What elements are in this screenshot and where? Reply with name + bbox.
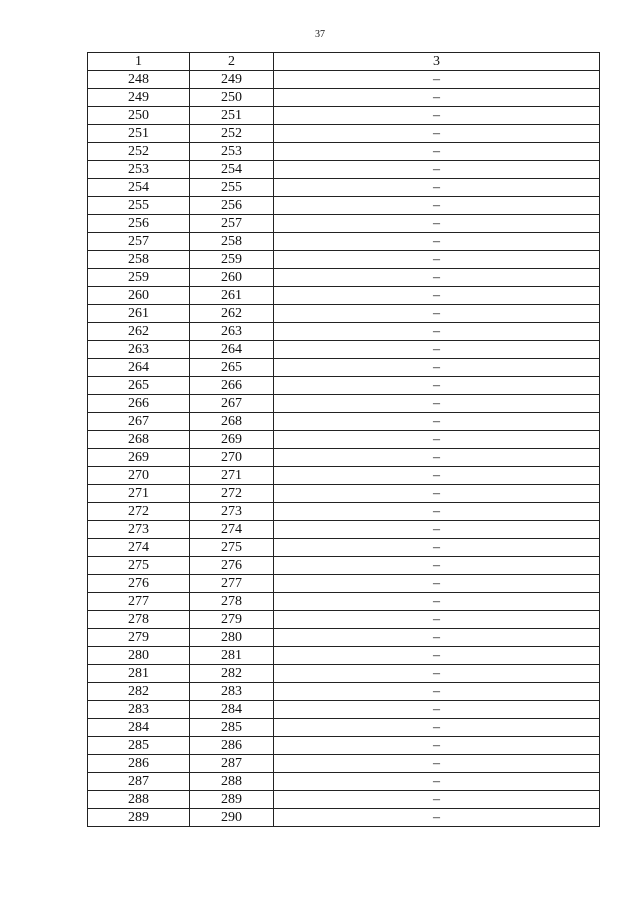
table-cell-col-3: – [274, 449, 600, 467]
table-cell-col-2: 254 [190, 161, 274, 179]
table-cell-col-1: 256 [88, 215, 190, 233]
table-row [88, 791, 600, 809]
table-cell-col-2: 273 [190, 503, 274, 521]
table-cell-col-3: – [274, 521, 600, 539]
table-row [88, 413, 600, 431]
table-cell-col-2: 284 [190, 701, 274, 719]
table-cell-col-3: – [274, 413, 600, 431]
table-cell-col-2: 274 [190, 521, 274, 539]
table-cell-col-3: – [274, 89, 600, 107]
table-row [88, 755, 600, 773]
table-row [88, 449, 600, 467]
table-cell-col-3: – [274, 377, 600, 395]
table-cell-col-1: 260 [88, 287, 190, 305]
table-cell-col-3: – [274, 575, 600, 593]
table-row [88, 557, 600, 575]
table-cell-col-3: – [274, 557, 600, 575]
table-header-row [88, 53, 600, 71]
table-row [88, 143, 600, 161]
table-row [88, 251, 600, 269]
table-cell-col-2: 259 [190, 251, 274, 269]
table-row [88, 647, 600, 665]
table-cell-col-3: – [274, 125, 600, 143]
table-cell-col-2: 275 [190, 539, 274, 557]
table-row [88, 359, 600, 377]
table-cell-col-3: – [274, 629, 600, 647]
table-cell-col-1: 270 [88, 467, 190, 485]
data-table [87, 52, 600, 827]
table-cell-col-3: – [274, 701, 600, 719]
column-header-3: 3 [274, 53, 600, 71]
table-cell-col-1: 286 [88, 755, 190, 773]
table-cell-col-1: 273 [88, 521, 190, 539]
table-cell-col-3: – [274, 341, 600, 359]
table-cell-col-1: 266 [88, 395, 190, 413]
table-cell-col-1: 281 [88, 665, 190, 683]
table-row [88, 341, 600, 359]
table-row [88, 431, 600, 449]
table-cell-col-1: 252 [88, 143, 190, 161]
table-row [88, 737, 600, 755]
table-cell-col-2: 278 [190, 593, 274, 611]
table-cell-col-1: 271 [88, 485, 190, 503]
table-cell-col-1: 249 [88, 89, 190, 107]
table-cell-col-2: 280 [190, 629, 274, 647]
table-cell-col-3: – [274, 485, 600, 503]
table-cell-col-3: – [274, 269, 600, 287]
table-row [88, 89, 600, 107]
table-cell-col-2: 249 [190, 71, 274, 89]
table-cell-col-1: 259 [88, 269, 190, 287]
table-cell-col-2: 270 [190, 449, 274, 467]
table-row [88, 719, 600, 737]
table-cell-col-3: – [274, 251, 600, 269]
table-cell-col-2: 272 [190, 485, 274, 503]
table-row [88, 665, 600, 683]
table-cell-col-3: – [274, 287, 600, 305]
table-cell-col-2: 261 [190, 287, 274, 305]
table-cell-col-2: 258 [190, 233, 274, 251]
table-cell-col-3: – [274, 503, 600, 521]
table-cell-col-3: – [274, 755, 600, 773]
table-cell-col-2: 276 [190, 557, 274, 575]
table-cell-col-2: 288 [190, 773, 274, 791]
column-header-2: 2 [190, 53, 274, 71]
table-cell-col-2: 256 [190, 197, 274, 215]
table-cell-col-3: – [274, 593, 600, 611]
table-cell-col-1: 276 [88, 575, 190, 593]
table-cell-col-2: 287 [190, 755, 274, 773]
table-row [88, 269, 600, 287]
table-cell-col-3: – [274, 737, 600, 755]
table-cell-col-2: 289 [190, 791, 274, 809]
table-cell-col-1: 272 [88, 503, 190, 521]
table-cell-col-3: – [274, 467, 600, 485]
table-cell-col-3: – [274, 107, 600, 125]
table-cell-col-1: 251 [88, 125, 190, 143]
table-cell-col-1: 254 [88, 179, 190, 197]
table-cell-col-2: 286 [190, 737, 274, 755]
table-cell-col-3: – [274, 539, 600, 557]
table-cell-col-1: 253 [88, 161, 190, 179]
table-row [88, 305, 600, 323]
table-cell-col-3: – [274, 323, 600, 341]
table-cell-col-2: 257 [190, 215, 274, 233]
table-cell-col-3: – [274, 71, 600, 89]
table-row [88, 125, 600, 143]
table-row [88, 503, 600, 521]
table-cell-col-2: 271 [190, 467, 274, 485]
table-cell-col-3: – [274, 179, 600, 197]
table-cell-col-3: – [274, 719, 600, 737]
table-cell-col-3: – [274, 773, 600, 791]
table-row [88, 773, 600, 791]
table-cell-col-1: 279 [88, 629, 190, 647]
table-cell-col-1: 258 [88, 251, 190, 269]
table-cell-col-2: 255 [190, 179, 274, 197]
table-cell-col-2: 252 [190, 125, 274, 143]
table-cell-col-2: 290 [190, 809, 274, 827]
table-cell-col-1: 288 [88, 791, 190, 809]
table-cell-col-1: 267 [88, 413, 190, 431]
table-cell-col-1: 261 [88, 305, 190, 323]
table-cell-col-2: 281 [190, 647, 274, 665]
table-cell-col-3: – [274, 647, 600, 665]
table-cell-col-2: 263 [190, 323, 274, 341]
table-cell-col-3: – [274, 305, 600, 323]
table-cell-col-2: 250 [190, 89, 274, 107]
table-cell-col-1: 284 [88, 719, 190, 737]
table-row [88, 629, 600, 647]
table-cell-col-1: 282 [88, 683, 190, 701]
table-cell-col-1: 262 [88, 323, 190, 341]
table-cell-col-3: – [274, 791, 600, 809]
table-cell-col-2: 266 [190, 377, 274, 395]
table-cell-col-1: 275 [88, 557, 190, 575]
table-cell-col-1: 283 [88, 701, 190, 719]
table-row [88, 107, 600, 125]
table-row [88, 809, 600, 827]
table-cell-col-1: 248 [88, 71, 190, 89]
table-cell-col-3: – [274, 161, 600, 179]
table-cell-col-1: 274 [88, 539, 190, 557]
table-row [88, 539, 600, 557]
table-row [88, 611, 600, 629]
table-row [88, 377, 600, 395]
table-cell-col-1: 250 [88, 107, 190, 125]
table-cell-col-2: 260 [190, 269, 274, 287]
table-cell-col-1: 263 [88, 341, 190, 359]
table-row [88, 701, 600, 719]
table-cell-col-2: 264 [190, 341, 274, 359]
table-cell-col-1: 264 [88, 359, 190, 377]
table-row [88, 521, 600, 539]
table-cell-col-3: – [274, 197, 600, 215]
table-cell-col-2: 283 [190, 683, 274, 701]
table-cell-col-1: 255 [88, 197, 190, 215]
table-row [88, 593, 600, 611]
table-cell-col-2: 277 [190, 575, 274, 593]
table-cell-col-1: 278 [88, 611, 190, 629]
table-row [88, 233, 600, 251]
table-cell-col-2: 268 [190, 413, 274, 431]
table-cell-col-1: 289 [88, 809, 190, 827]
table-row [88, 323, 600, 341]
table-cell-col-2: 267 [190, 395, 274, 413]
table-row [88, 287, 600, 305]
table-row [88, 395, 600, 413]
table-cell-col-3: – [274, 683, 600, 701]
table-cell-col-2: 285 [190, 719, 274, 737]
column-header-1: 1 [88, 53, 190, 71]
table-cell-col-1: 277 [88, 593, 190, 611]
table-row [88, 71, 600, 89]
table-cell-col-3: – [274, 233, 600, 251]
table-cell-col-3: – [274, 395, 600, 413]
table-cell-col-3: – [274, 143, 600, 161]
table-cell-col-3: – [274, 215, 600, 233]
table-cell-col-3: – [274, 809, 600, 827]
table-cell-col-3: – [274, 665, 600, 683]
table-cell-col-1: 280 [88, 647, 190, 665]
table-cell-col-3: – [274, 359, 600, 377]
table-cell-col-2: 265 [190, 359, 274, 377]
table-row [88, 179, 600, 197]
table-cell-col-2: 279 [190, 611, 274, 629]
table-row [88, 467, 600, 485]
table-cell-col-1: 287 [88, 773, 190, 791]
table-row [88, 197, 600, 215]
table-cell-col-2: 253 [190, 143, 274, 161]
page-number: 37 [315, 29, 325, 40]
table-cell-col-1: 265 [88, 377, 190, 395]
table-row [88, 161, 600, 179]
table-cell-col-1: 285 [88, 737, 190, 755]
table-cell-col-1: 269 [88, 449, 190, 467]
table-row [88, 683, 600, 701]
table-cell-col-1: 257 [88, 233, 190, 251]
table-row [88, 485, 600, 503]
table-cell-col-2: 251 [190, 107, 274, 125]
table-row [88, 575, 600, 593]
table-cell-col-3: – [274, 611, 600, 629]
table-row [88, 215, 600, 233]
table-cell-col-1: 268 [88, 431, 190, 449]
table-cell-col-2: 269 [190, 431, 274, 449]
table-cell-col-2: 262 [190, 305, 274, 323]
table-cell-col-3: – [274, 431, 600, 449]
table-body [88, 71, 600, 827]
table-cell-col-2: 282 [190, 665, 274, 683]
